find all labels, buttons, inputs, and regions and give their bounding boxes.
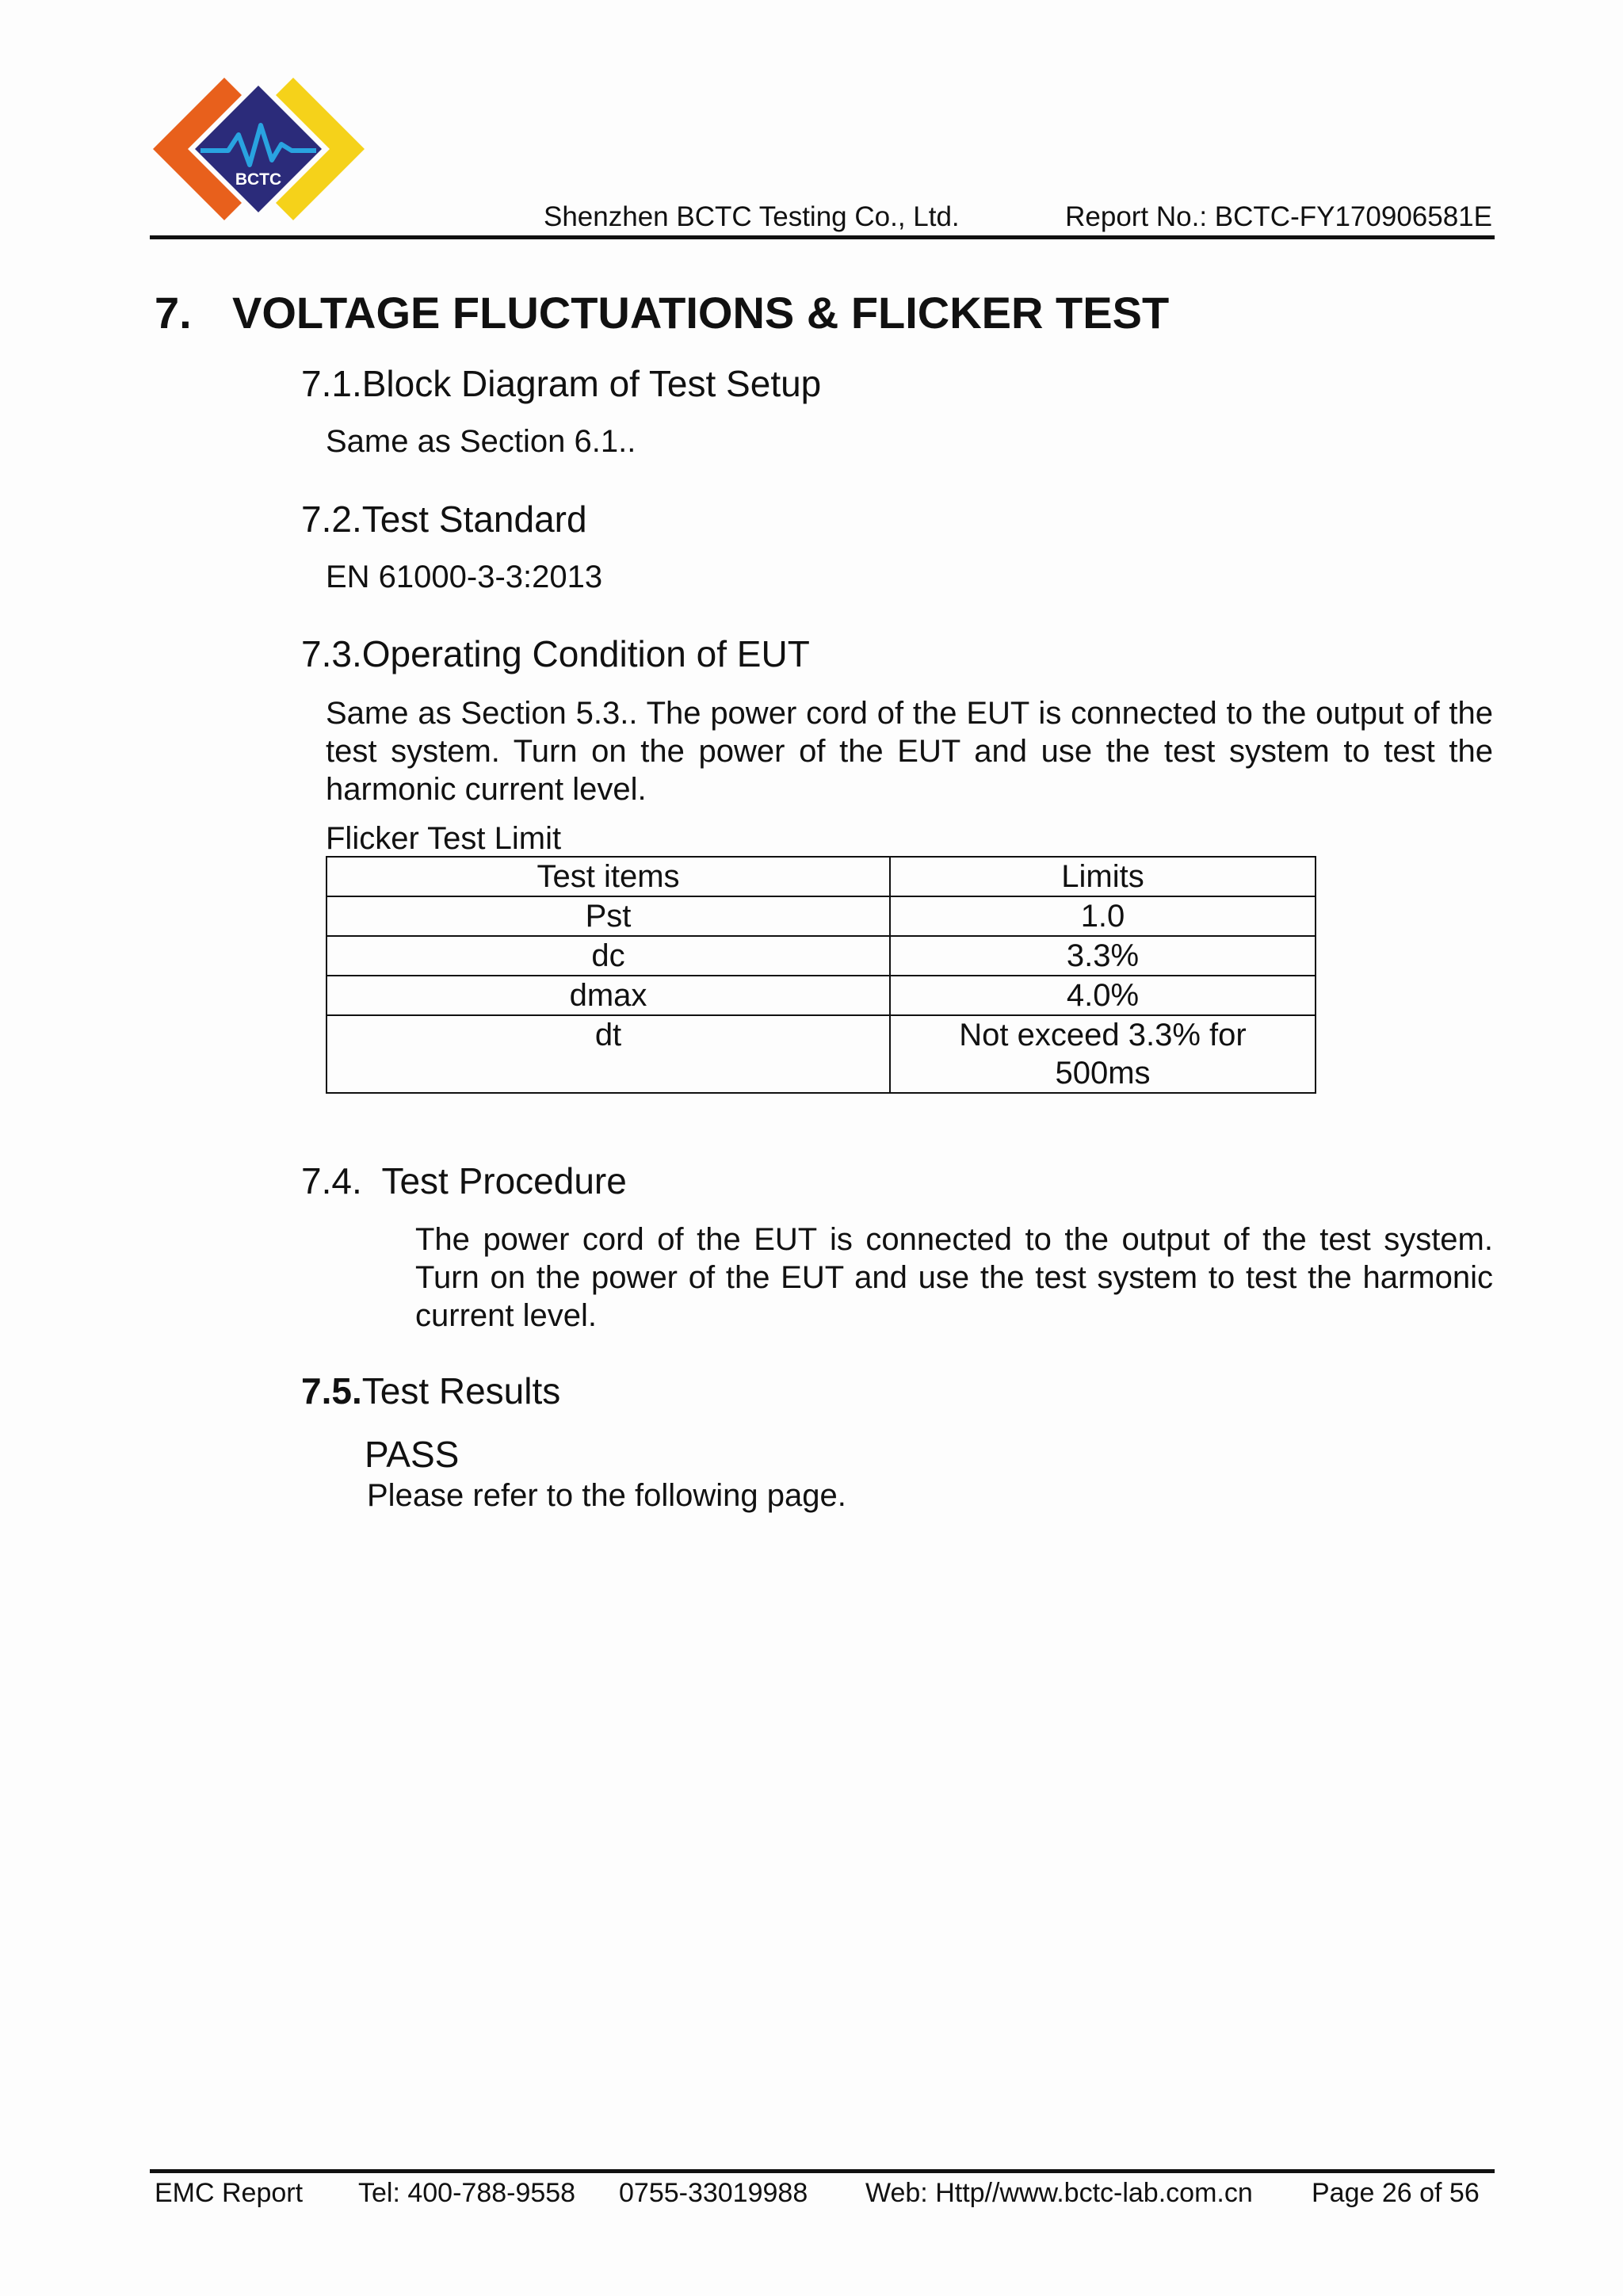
table-row [327, 976, 1316, 1015]
table-cell: dt [327, 1015, 890, 1093]
text-7-4: The power cord of the EUT is connected to the output of the test system. Turn on the power of the EUT and use the test system to test the harmonic current level. [415, 1222, 1493, 1333]
table-cell: 1.0 [890, 896, 1316, 936]
heading-7-5 [301, 1370, 560, 1412]
footer-divider [150, 2169, 1495, 2173]
table-caption: Flicker Test Limit [326, 821, 562, 856]
table-row [327, 896, 1316, 936]
table-cell [890, 1015, 1316, 1093]
table-header-row [327, 857, 1316, 896]
section-title [155, 287, 1169, 338]
heading-7-5-number: 7.5. [301, 1370, 362, 1412]
heading-7-1: 7.1.Block Diagram of Test Setup [301, 363, 822, 404]
table-cell: 4.0% [890, 976, 1316, 1015]
table-cell: 3.3% [890, 936, 1316, 976]
heading-7-5-text: Test Results [361, 1370, 561, 1412]
table-row [327, 1015, 1316, 1093]
heading-7-2: 7.2.Test Standard [301, 499, 587, 540]
flicker-limit-table [326, 856, 1316, 1094]
header-report-number: Report No.: BCTC-FY170906581E [1065, 201, 1492, 232]
footer-tel: Tel: 400-788-9558 [358, 2178, 576, 2208]
footer-web: Web: Http//www.bctc-lab.com.cn [865, 2178, 1253, 2208]
text-7-2: EN 61000-3-3:2013 [326, 560, 603, 594]
table-cell-text: Not exceed 3.3% for 500ms [959, 1018, 1247, 1091]
section-title-text: VOLTAGE FLUCTUATIONS & FLICKER TEST [232, 288, 1170, 338]
footer-label: EMC Report [155, 2178, 304, 2208]
result-note: Please refer to the following page. [367, 1478, 846, 1513]
header-divider [150, 235, 1495, 239]
bctc-logo [153, 78, 365, 220]
table-row [327, 936, 1316, 976]
footer-page: Page 26 of 56 [1312, 2178, 1480, 2208]
table-cell: dc [327, 936, 890, 976]
table-cell: dmax [327, 976, 890, 1015]
table-header-cell: Limits [890, 857, 1316, 896]
result-pass: PASS [365, 1434, 460, 1475]
section-number: 7. [155, 288, 192, 338]
text-7-3: Same as Section 5.3.. The power cord of the EUT is connected to the output of the test system. Turn on the power of the EUT and use the test system to test the harmonic current level. [326, 696, 1493, 807]
table-header-cell: Test items [327, 857, 890, 896]
heading-7-4: 7.4. Test Procedure [301, 1160, 627, 1201]
footer-tel2: 0755-33019988 [619, 2178, 808, 2208]
logo-text: BCTC [235, 170, 282, 189]
text-7-1: Same as Section 6.1.. [326, 424, 636, 459]
heading-7-3: 7.3.Operating Condition of EUT [301, 633, 810, 674]
table-cell: Pst [327, 896, 890, 936]
header-company: Shenzhen BCTC Testing Co., Ltd. [544, 201, 960, 232]
